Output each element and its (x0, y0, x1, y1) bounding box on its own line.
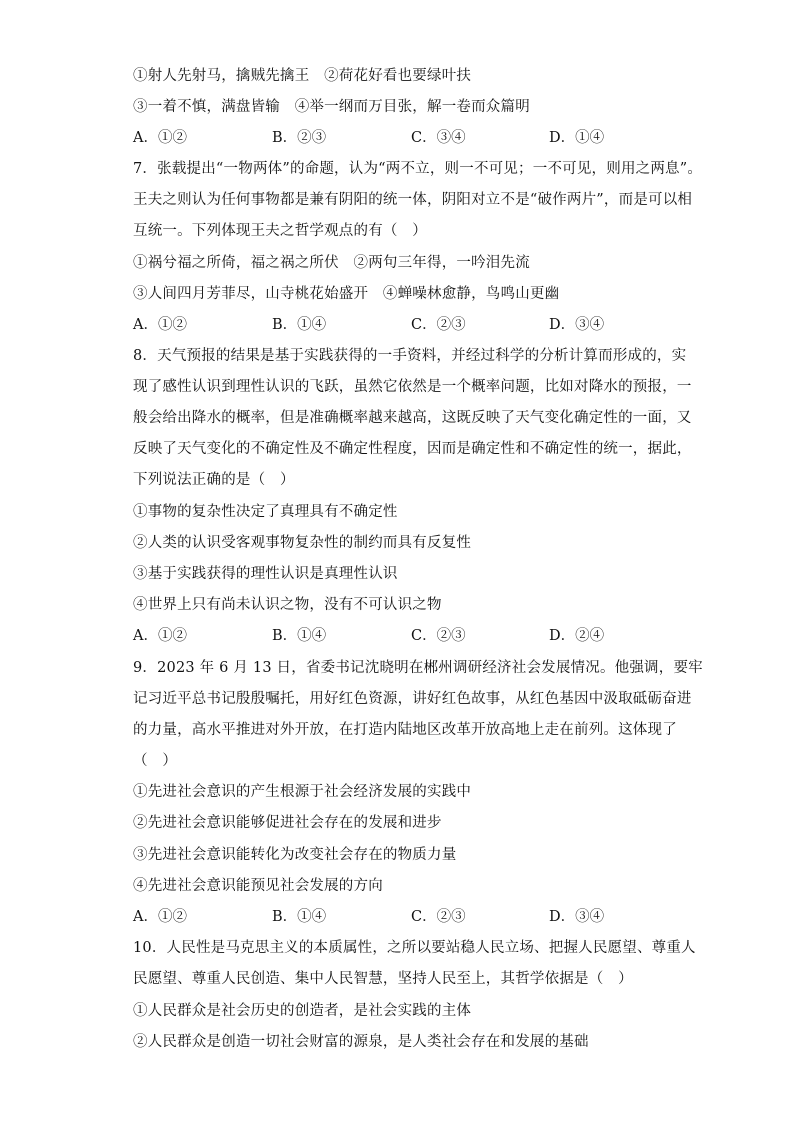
q10-item-2: ②人民群众是创造一切社会财富的源泉，是人类社会存在和发展的基础 (133, 1034, 589, 1050)
q7-stem-line-3: 互统一。下列体现王夫之哲学观点的有（ ） (133, 223, 427, 239)
q8-option-a[interactable]: A．①② (133, 628, 187, 644)
q7-option-a[interactable]: A．①② (133, 317, 187, 333)
q7-option-c[interactable]: C．②③ (411, 317, 466, 333)
q9-stem-line-1: 9．2023 年 6 月 13 日，省委书记沈晓明在郴州调研经济社会发展情况。他强调，要牢 (133, 660, 703, 676)
q9-option-c[interactable]: C．②③ (411, 909, 466, 925)
q7-item-line-1: ①祸兮福之所倚，福之祸之所伏 ②两句三年得，一吟泪先流 (133, 255, 530, 271)
q9-item-2: ②先进社会意识能够促进社会存在的发展和进步 (133, 815, 442, 831)
q9-stem-line-4: （ ） (133, 753, 178, 769)
q7-option-b[interactable]: B．①④ (272, 317, 327, 333)
q7-stem-line-1: 7．张载提出“一物两体”的命题，认为“两不立，则一不可见；一不可见，则用之两息”。 (133, 161, 703, 177)
q9-options (133, 907, 673, 927)
q8-stem-line-3: 般会给出降水的概率，但是准确概率越来越高，这既反映了天气变化确定性的一面，又 (133, 410, 692, 426)
q9-item-4: ④先进社会意识能预见社会发展的方向 (133, 878, 383, 894)
q6-option-d[interactable]: D．①④ (549, 130, 605, 146)
q9-item-1: ①先进社会意识的产生根源于社会经济发展的实践中 (133, 784, 472, 800)
q8-stem-line-4: 反映了天气变化的不确定性及不确定性程度，因而是确定性和不确定性的统一，据此， (133, 441, 692, 457)
q6-option-c[interactable]: C．③④ (411, 130, 466, 146)
q8-item-4: ④世界上只有尚未认识之物，没有不可认识之物 (133, 597, 442, 613)
q7-option-d[interactable]: D．③④ (549, 317, 605, 333)
q8-option-c[interactable]: C．②③ (411, 628, 466, 644)
q9-option-a[interactable]: A．①② (133, 909, 187, 925)
q6-options (133, 128, 673, 148)
q9-option-d[interactable]: D．③④ (549, 909, 605, 925)
q10-item-1: ①人民群众是社会历史的创造者，是社会实践的主体 (133, 1003, 472, 1019)
q6-item-line-1: ①射人先射马，擒贼先擒王 ②荷花好看也要绿叶扶 (133, 68, 472, 84)
q10-stem-line-2: 民愿望、尊重人民创造、集中人民智慧，坚持人民至上，其哲学依据是（ ） (133, 971, 633, 987)
q6-option-a[interactable]: A．①② (133, 130, 187, 146)
q8-stem-line-5: 下列说法正确的是（ ） (133, 472, 295, 488)
q9-stem-line-2: 记习近平总书记殷殷嘱托，用好红色资源，讲好红色故事，从红色基因中汲取砥砺奋进 (133, 691, 692, 707)
q9-item-3: ③先进社会意识能转化为改变社会存在的物质力量 (133, 847, 457, 863)
q8-item-2: ②人类的认识受客观事物复杂性的制约而具有反复性 (133, 535, 472, 551)
q6-option-b[interactable]: B．②③ (272, 130, 327, 146)
q8-option-b[interactable]: B．①④ (272, 628, 327, 644)
q10-stem-line-1: 10．人民性是马克思主义的本质属性，之所以要站稳人民立场、把握人民愿望、尊重人 (133, 940, 696, 956)
q8-stem-line-1: 8．天气预报的结果是基于实践获得的一手资料，并经过科学的分析计算而形成的，实 (133, 348, 687, 364)
q7-options (133, 315, 673, 335)
q9-stem-line-3: 的力量，高水平推进对外开放，在打造内陆地区改革开放高地上走在前列。这体现了 (133, 722, 677, 738)
q6-item-line-2: ③一着不慎，满盘皆输 ④举一纲而万目张，解一卷而众篇明 (133, 99, 530, 115)
q8-item-3: ③基于实践获得的理性认识是真理性认识 (133, 566, 398, 582)
q8-stem-line-2: 现了感性认识到理性认识的飞跃，虽然它依然是一个概率问题，比如对降水的预报，一 (133, 379, 692, 395)
q7-stem-line-2: 王夫之则认为任何事物都是兼有阴阳的统一体，阴阳对立不是“破作两片”，而是可以相 (133, 192, 693, 208)
q8-option-d[interactable]: D．②④ (549, 628, 605, 644)
q9-option-b[interactable]: B．①④ (272, 909, 327, 925)
q7-item-line-2: ③人间四月芳菲尽，山寺桃花始盛开 ④蝉噪林愈静，鸟鸣山更幽 (133, 286, 560, 302)
q8-item-1: ①事物的复杂性决定了真理具有不确定性 (133, 504, 398, 520)
q8-options (133, 626, 673, 646)
